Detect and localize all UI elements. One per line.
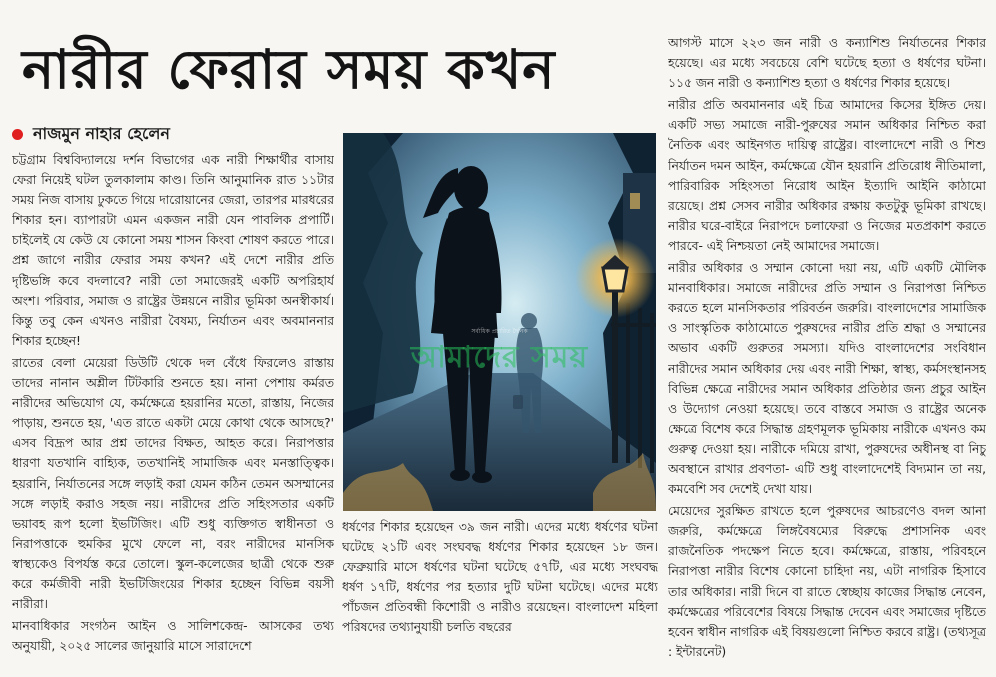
article-column-3 bbox=[668, 33, 986, 673]
paragraph: নারীর অধিকার ও সম্মান কোনো দয়া নয়, এটি একটি মৌলিক মানবাধিকার। সমাজে নারীদের প্রতি সম্মান ও নিরাপত্তা নিশ্চিত করতে হলে মানসিকতার পরিবর্তন জরুরি। বাংলাদেশের সামাজিক ও সাংস্কৃতিক কাঠামোতে পুরুষদের নারীর প্রতি শ্রদ্ধা ও সম্মানের অভাব একটি গুরুতর সমস্যা। যদিও বাংলাদেশের সংবিধান নারীদের সমান অধিকার দেয় এবং নারী শিক্ষা, স্বাস্থ্য, কর্মসংস্থানসহ বিভিন্ন ক্ষেত্রে নারীদের সমান অধিকার প্রতিষ্ঠার জন্য প্রচুর আইন ও উদ্যোগ নেওয়া হয়েছে। তবে বাস্তবে সমাজ ও রাষ্ট্রের অনেক ক্ষেত্রে বিশেষ করে সিদ্ধান্ত গ্রহণমূলক ভূমিকায় নারীকে এখনও কম গুরুত্ব দেওয়া হয়। নারীকে দমিয়ে রাখা, পুরুষদের অধীনস্থ বা নিচু অবস্থানে রাখার প্রবণতা- এটি শুধু বাংলাদেশেই বিদ্যমান তা নয়, কমবেশি সব দেশেই দেখা যায়। bbox=[668, 261, 986, 497]
author-name: নাজমুন নাহার হেলেন bbox=[33, 123, 170, 143]
article-column-1 bbox=[12, 150, 334, 672]
article-illustration bbox=[343, 133, 656, 511]
paragraph: নারীর প্রতি অবমাননার এই চিত্র আমাদের কিসের ইঙ্গিত দেয়। একটি সভ্য সমাজে নারী-পুরুষের সমান অধিকার নিশ্চিত করা নৈতিক এবং আইনগত দায়িত্ব রাষ্ট্রের। বাংলাদেশে নারী ও শিশু নির্যাতন দমন আইন, কর্মক্ষেত্রে যৌন হয়রানি প্রতিরোধ নীতিমালা, পারিবারিক সহিংসতা নিরোধ আইন ইত্যাদি আইনি কাঠামো রয়েছে। প্রশ্ন সেসব নারীর অধিকার রক্ষায় কতটুকু ভূমিকা রাখছে। নারীর ঘরে-বাইরে নিরাপদে চলাফেরা ও নিজের মতপ্রকাশ করতে পারবে- এই নিশ্চয়তা নেই আমাদের সমাজে। bbox=[668, 98, 986, 253]
paragraph: রাতের বেলা মেয়েরা ডিউটি থেকে দল বেঁধে ফিরলেও রাস্তায় তাদের নানান অশ্লীল টিটকারি শুনতে হয়। নানা পেশায় কর্মরত নারীদের অভিযোগ যে, কর্মক্ষেত্রে হয়রানির মতো, রাস্তায়, নিজের পাড়ায়, শুনতে হয়, 'এত রাতে একটা মেয়ে কোথা থেকে আসছে?' এসব বিদ্রূপ আর প্রশ্ন তাদের বিক্ষত, আহত করে। নিরাপত্তার ধারণা যতখানি বাহ্যিক, ততখানিই সামাজিক এবং মনস্তাত্ত্বিক। হয়রানি, নির্যাতনের সঙ্গে লড়াই করা যেমন কঠিন তেমন অসম্মানের সঙ্গে লড়াই করাও সহজ নয়। নারীদের প্রতি সহিংসতার একটি ভয়াবহ রূপ হলো ইভটিজিং। এটি শুধু ব্যক্তিগত স্বাধীনতা ও নিরাপত্তাকে হুমকির মুখে ফেলে না, বরং নারীদের মানসিক স্বাস্থ্যকেও বিপর্যস্ত করে তোলে। স্কুল-কলেজের ছাত্রী থেকে শুরু করে কর্মজীবী নারী ইভটিজিংয়ের শিকার হচ্ছেন বিভিন্ন বয়সী নারীরা। bbox=[12, 355, 334, 612]
paragraph: মানবাধিকার সংগঠন আইন ও সালিশকেন্দ্র- আসকের তথ্য অনুযায়ী, ২০২৫ সালের জানুয়ারি মাসে সারাদেশে bbox=[12, 619, 334, 654]
paragraph: ধর্ষণের শিকার হয়েছেন ৩৯ জন নারী। এদের মধ্যে ধর্ষণের ঘটনা ঘটেছে ২১টি এবং সংঘবদ্ধ ধর্ষণের শিকার হয়েছেন ১৮ জন। ফেব্রুয়ারি মাসে ধর্ষণের ঘটনা ঘটেছে ৫৭টি, এর মধ্যে সংঘবদ্ধ ধর্ষণ ১৭টি, ধর্ষণের পর হত্যার দুটি ঘটনা ঘটেছে। এদের মধ্যে পাঁচজন প্রতিবন্ধী কিশোরী ও নারীও রয়েছেন। বাংলাদেশ মহিলা পরিষদের তথ্যানুযায়ী চলতি বছরের bbox=[342, 520, 658, 635]
byline bbox=[12, 120, 170, 148]
red-bullet-icon bbox=[12, 129, 23, 140]
paragraph: আগস্ট মাসে ২২৩ জন নারী ও কন্যাশিশু নির্যাতনের শিকার হয়েছে। এর মধ্যে সবচেয়ে বেশি ঘটেছে হত্যা ও ধর্ষণের ঘটনা। ১১৫ জন নারী ও কন্যাশিশু হত্যা ও ধর্ষণের শিকার হয়েছে। bbox=[668, 36, 986, 91]
paragraph: চট্টগ্রাম বিশ্ববিদ্যালয়ে দর্শন বিভাগের এক নারী শিক্ষার্থীর বাসায় ফেরা নিয়েই ঘটল তুলকালাম কাণ্ড। তিনি আনুমানিক রাত ১১টার সময় নিজ বাসায় ঢুকতে গিয়ে দারোয়ানের জেরা, তারপর মারধরের শিকার হন। ব্যাপারটা এমন একজন নারী যেন পাবলিক প্রপার্টি। চাইলেই যে কেউ যে কোনো সময় শাসন কিংবা শোষণ করতে পারে। প্রশ্ন জাগে নারীর ফেরার সময় কখন? এই দেশে নারীর প্রতি দৃষ্টিভঙ্গি কবে বদলাবে? নারী তো সমাজেরই একটি অপরিহার্য অংশ। পরিবার, সমাজ ও রাষ্ট্রের উন্নয়নে নারীর ভূমিকা অনস্বীকার্য। কিন্তু তবু কেন এখনও নারীরা বৈষম্য, নির্যাতন এবং অবমাননার শিকার হচ্ছেন! bbox=[12, 153, 334, 348]
watermark-tagline: সর্বাধিক প্রচারিত দৈনিক bbox=[471, 328, 528, 335]
night-street-illustration bbox=[343, 133, 656, 511]
article-column-2 bbox=[342, 517, 658, 673]
headline: নারীর ফেরার সময় কখন bbox=[22, 38, 556, 101]
paragraph: মেয়েদের সুরক্ষিত রাখতে হলে পুরুষদের আচরণেও বদল আনা জরুরি, কর্মক্ষেত্রে লিঙ্গবৈষম্যের বিরুদ্ধে প্রশাসনিক এবং রাজনৈতিক পদক্ষেপ নিতে হবে। কর্মক্ষেত্রে, রাস্তায়, পরিবহনে নিরাপত্তা নারীর বিশেষ কোনো চাহিদা নয়, এটা নাগরিক হিসাবে তার অধিকার। নারী দিনে বা রাতে স্বেচ্ছায় কাজের সিদ্ধান্ত নেবেন, কর্মক্ষেত্রের পরিবেশের বিষয়ে সিদ্ধান্ত দেবেন এবং সমাজের দৃষ্টিতে হবেন স্বাধীন নাগরিক এই বিষয়গুলো নিশ্চিত করবে রাষ্ট্র। (তথ্যসূত্র : ইন্টারনেট) bbox=[668, 504, 986, 659]
newspaper-watermark: আমাদের সময় bbox=[410, 340, 589, 375]
